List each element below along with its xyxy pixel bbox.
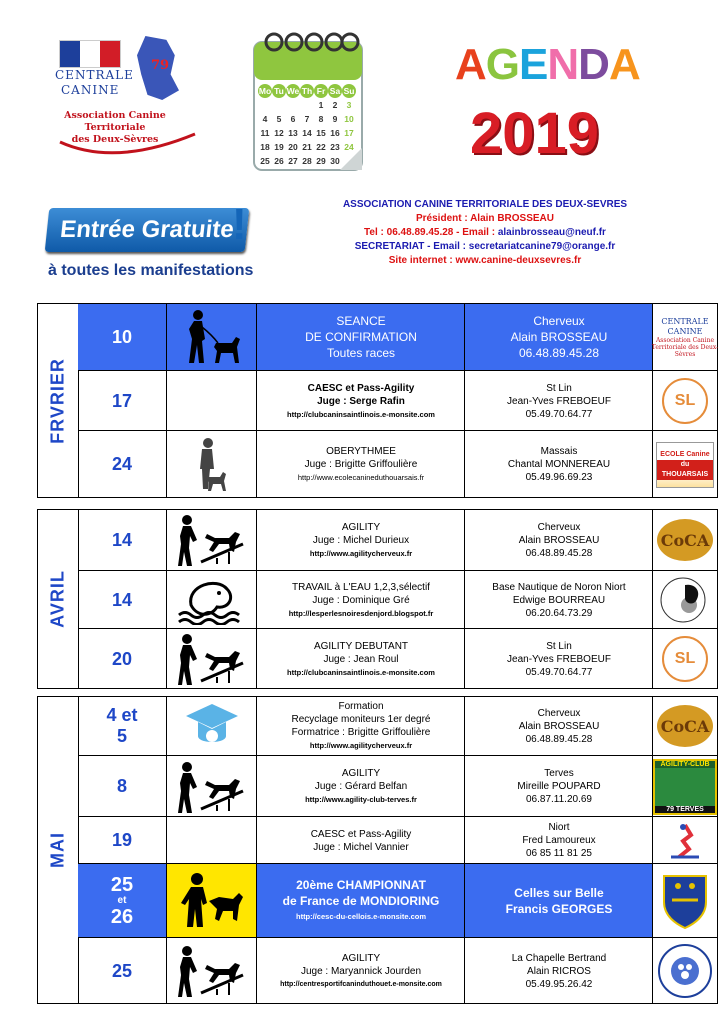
month-block-avril — [37, 509, 718, 689]
event-day: 14 — [111, 529, 133, 550]
event-place: Cherveux Alain BROSSEAU 06.48.89.45.28 — [464, 510, 653, 570]
month-block-mai — [37, 696, 718, 1004]
event-day: 19 — [111, 830, 133, 850]
event-day: 20 — [111, 648, 133, 669]
calendar-day: 13 — [288, 128, 298, 138]
coca-logo: CoCA — [652, 510, 717, 570]
event-place: Celles sur Belle Francis GEORGES — [464, 864, 653, 938]
mondioring-icon — [166, 864, 257, 938]
agenda-title: AGENDA — [455, 40, 640, 89]
calendar-day: Th — [301, 86, 313, 96]
calendar-day: 26 — [274, 156, 284, 166]
event-site-link[interactable]: http://www.agility-club-terves.fr — [305, 795, 417, 804]
toutes-manifestations-text: à toutes les manifestations — [48, 262, 254, 279]
table-row — [78, 697, 717, 755]
table-row — [78, 430, 717, 498]
event-day: 4 et 5 — [106, 705, 138, 746]
year-title: 2019 — [470, 101, 600, 166]
event-info: CAESC et Pass-Agility Juge : Serge Rafin http://clubcaninsaintlinois.e-monsite.com — [256, 371, 465, 431]
event-info: OBERYTHMEE Juge : Brigitte Griffoulière http://www.ecolecanineduthouarsais.fr — [256, 431, 465, 498]
event-info: CAESC et Pass-Agility Juge : Michel Vannier — [256, 817, 465, 864]
table-row — [78, 510, 717, 570]
centrale-canine-logo — [55, 32, 205, 162]
event-site-link[interactable]: http://lesperlesnoiresdenjord.blogspot.fr — [288, 608, 434, 618]
calendar-day: 15 — [316, 128, 326, 138]
calendar-day: We — [286, 86, 300, 96]
centre-sportif-logo — [652, 938, 717, 1004]
dog-walker-icon — [166, 304, 257, 370]
event-info: AGILITY Juge : Maryannick Jourden http://centresportifcaninduthouet.e-monsite.com — [256, 938, 465, 1004]
event-site-link[interactable]: http://www.agilitycherveux.fr — [309, 741, 413, 750]
calendar-day: 16 — [330, 128, 340, 138]
calendar-day: 3 — [346, 100, 352, 110]
st-lin-logo: SL — [652, 629, 717, 689]
table-row — [78, 370, 717, 431]
calendar-day: 28 — [302, 156, 312, 166]
st-lin-logo: SL — [652, 371, 717, 431]
calendar-day: 9 — [332, 114, 338, 124]
website-link[interactable]: Site internet : www.canine-deuxsevres.fr — [388, 255, 582, 266]
event-site-link[interactable]: http://clubcaninsaintlinois.e-monsite.com — [287, 667, 435, 677]
month-block-fevrier — [37, 303, 718, 498]
calendar-day: 5 — [276, 114, 282, 124]
centrale-canine-logo: CENTRALE CANINE Association Canine Territoriale des Deux-Sèvres — [652, 304, 717, 370]
event-place: Terves Mireille POUPARD 06.87.11.20.69 — [464, 756, 653, 817]
event-info: 20ème CHAMPIONNAT de France de MONDIORING http://cesc-du-cellois.e-monsite.com — [256, 864, 465, 938]
graduation-icon — [166, 697, 257, 755]
calendar-day: Fr — [314, 84, 328, 98]
event-place: Massais Chantal MONNEREAU 05.49.96.69.23 — [464, 431, 653, 498]
event-place: Niort Fred Lamoureux 06 85 11 81 25 — [464, 817, 653, 864]
event-info: SEANCE DE CONFIRMATION Toutes races — [256, 304, 465, 370]
agility-icon — [166, 756, 257, 817]
event-day: 17 — [111, 390, 133, 411]
calendar-day: 14 — [302, 128, 312, 138]
event-site-link[interactable]: http://cesc-du-cellois.e-monsite.com — [295, 912, 427, 921]
calendar-day: 24 — [344, 142, 354, 152]
logo-name: CENTRALE CANINE — [55, 68, 134, 97]
event-site-link[interactable]: http://centresportifcaninduthouet.e-monsite.com — [280, 980, 442, 988]
calendar-day: 29 — [316, 156, 326, 166]
calendar-day: 6 — [290, 114, 296, 124]
table-row — [78, 304, 717, 370]
calendar-day: 23 — [330, 142, 340, 152]
cesc-shield-logo — [652, 864, 717, 938]
event-day: 24 — [111, 454, 133, 474]
calendar-day: 7 — [304, 114, 310, 124]
event-site-link[interactable]: http://www.ecolecanineduthouarsais.fr — [297, 473, 425, 482]
exclamation-icon: ! — [232, 200, 247, 249]
event-day: 10 — [111, 326, 133, 347]
calendar-day: 20 — [288, 142, 298, 152]
dept-number: 79 — [151, 58, 170, 73]
event-info: TRAVAIL à L'EAU 1,2,3,sélectif Juge : Dominique Gré http://lesperlesnoiresdenjord.blogspot.fr — [256, 571, 465, 629]
logo-assoc-text: Association Canine Territoriale des Deux-Sèvres — [64, 110, 166, 145]
ecole-thouarsais-logo: ECOLE Canine du THOUARSAIS — [652, 431, 717, 498]
calendar-icon — [250, 28, 368, 173]
calendar-day: 22 — [316, 142, 326, 152]
calendar-day: 25 — [260, 156, 270, 166]
event-info: AGILITY Juge : Michel Durieux http://www.agilitycherveux.fr — [256, 510, 465, 570]
event-info: AGILITY DEBUTANT Juge : Jean Roul http://clubcaninsaintlinois.e-monsite.com — [256, 629, 465, 689]
event-day: 14 — [111, 589, 133, 610]
event-place: St Lin Jean-Yves FREBOEUF 05.49.70.64.77 — [464, 629, 653, 689]
water-dog-icon — [166, 571, 257, 629]
swoosh-icon — [55, 132, 205, 162]
month-label: AVRIL — [38, 510, 79, 688]
month-label: FRVRIER — [38, 304, 79, 497]
perles-noires-logo — [652, 571, 717, 629]
event-day: 8 — [116, 776, 127, 796]
event-place: St Lin Jean-Yves FREBOEUF 05.49.70.64.77 — [464, 371, 653, 431]
calendar-day: 10 — [344, 114, 354, 124]
calendar-day: 21 — [302, 142, 312, 152]
calendar-day: 12 — [274, 128, 284, 138]
event-site-link[interactable]: http://www.agilitycherveux.fr — [309, 548, 413, 558]
table-row — [78, 755, 717, 817]
calendar-day: 17 — [344, 128, 354, 138]
entree-gratuite-banner: Entrée Gratuite — [45, 208, 250, 252]
table-row — [78, 816, 717, 864]
calendar-day: 4 — [262, 114, 268, 124]
email-link[interactable]: alainbrosseau@neuf.fr — [497, 227, 606, 238]
calendar-day: 11 — [260, 128, 270, 138]
table-row — [78, 863, 717, 938]
association-info: ASSOCIATION CANINE TERRITORIALE DES DEUX-SEVRES Président : Alain BROSSEAU Tel : 06.48.89.45.28 - Email : alainbrosseau@neuf.fr SECRETARIAT - Email : secretariatcanine79@orange.fr Site internet : www.canine-deuxsevres.fr — [320, 198, 650, 268]
calendar-day: 8 — [318, 114, 324, 124]
table-row — [78, 628, 717, 689]
flag-icon — [59, 40, 121, 68]
calendar-day: 18 — [260, 142, 270, 152]
coca-logo: CoCA — [652, 697, 717, 755]
table-row — [78, 937, 717, 1004]
agility-icon — [166, 510, 257, 570]
calendar-day: 2 — [332, 100, 338, 110]
calendar-day: 30 — [330, 156, 340, 166]
calendar-day: 27 — [288, 156, 298, 166]
calendar-day: Sa — [329, 86, 341, 96]
event-place: Base Nautique de Noron Niort Edwige BOURREAU 06.20.64.73.29 — [464, 571, 653, 629]
obedience-dog-icon — [166, 431, 257, 498]
event-day: 25 et 26 — [110, 874, 134, 928]
calendar-day: 1 — [318, 100, 324, 110]
table-row — [78, 570, 717, 629]
calendar-day: Su — [343, 86, 355, 96]
event-day: 25 — [111, 960, 133, 981]
calendar-day: Tu — [272, 84, 286, 98]
event-site-link[interactable]: http://clubcaninsaintlinois.e-monsite.com — [287, 409, 435, 419]
agility-club-terves-logo: AGILITY-CLUB 79 TERVES — [652, 756, 717, 817]
calendar-day: Mo — [258, 86, 272, 96]
event-place: Cherveux Alain BROSSEAU 06.48.89.45.28 — [464, 304, 653, 370]
month-label: MAI — [38, 697, 79, 1003]
agility-icon — [166, 629, 257, 689]
event-place: Cherveux Alain BROSSEAU 06.48.89.45.28 — [464, 697, 653, 755]
event-place: La Chapelle Bertrand Alain RICROS 05.49.95.26.42 — [464, 938, 653, 1004]
calendar-day: 19 — [274, 142, 284, 152]
agility-icon — [166, 938, 257, 1004]
event-info: Formation Recyclage moniteurs 1er degré Formatrice : Brigitte Griffoulière http://www.agilitycherveux.fr — [256, 697, 465, 755]
niort-logo — [652, 817, 717, 864]
event-info: AGILITY Juge : Gérard Belfan http://www.agility-club-terves.fr — [256, 756, 465, 817]
